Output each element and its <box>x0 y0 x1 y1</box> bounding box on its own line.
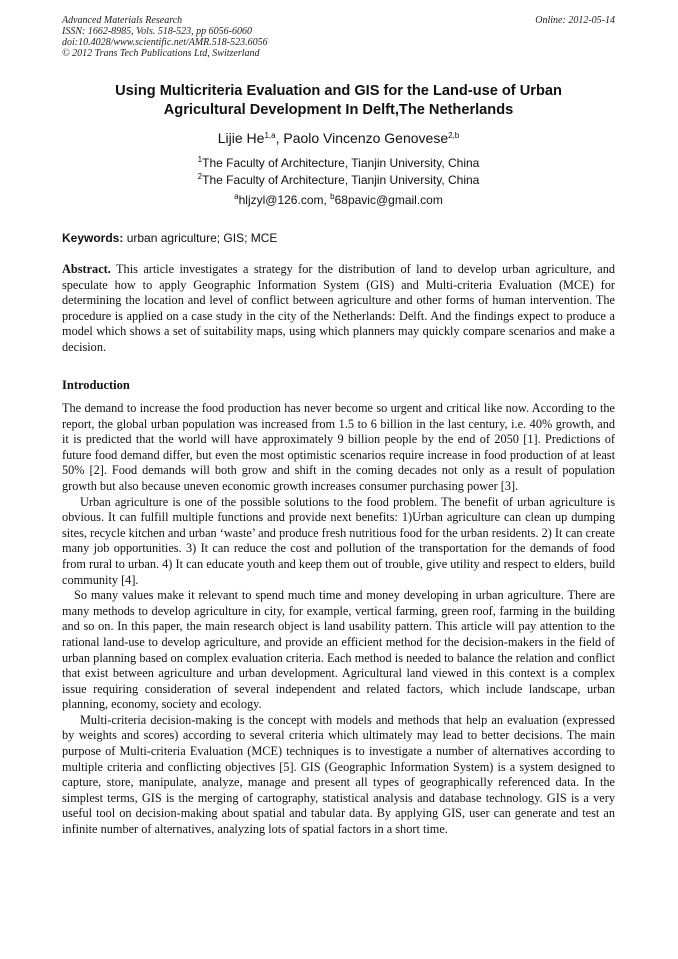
keywords <box>62 231 615 246</box>
intro-paragraph-4: Multi-criteria decision-making is the concept with models and methods that help an evaluation (expressed by weights and scores) according to several criteria which ultimately may lead to better decisions. The main purpose of Multi-criteria Evaluation (MCE) techniques is to investigate a number of alternatives according to multiple criteria and conflicting objectives [5]. GIS (Geographic Information System) is a system designed to capture, store, manipulate, analyze, manage and present all types of geographically referenced data. In the simplest terms, GIS is the merging of cartography, statistical analysis and database technology. GIS is a very useful tool on decision-making about spatial and tabular data. By applying GIS, user can generate and test an infinite number of alternatives, analyzing lots of spatial factors in a short time. <box>62 712 615 837</box>
abstract-text: This article investigates a strategy for the distribution of land to develop urban agriculture, and speculate how to apply Geographic Information System (GIS) and Multi-criteria Evaluation (MCE) for determining the location and level of conflict between agriculture and other forms of human intervention. The procedure is applied on a case study in the city of the Netherlands: Delft. And the findings expect to produce a model which shows a set of suitability maps, using which planners may quickly compare scenarios and make a decision. <box>62 262 615 354</box>
affiliations <box>62 155 615 189</box>
affiliation-2-text: The Faculty of Architecture, Tianjin University, China <box>202 173 480 187</box>
affiliation-1 <box>62 155 615 172</box>
author-1-sup: 1,a <box>264 131 276 140</box>
journal-header <box>62 15 615 59</box>
affiliation-1-text: The Faculty of Architecture, Tianjin University, China <box>202 156 480 170</box>
author-1-name: Lijie He <box>217 130 265 146</box>
email-1: hljzyl@126.com, <box>238 193 331 207</box>
paper-title <box>62 82 615 120</box>
author-2-sup: 2,b <box>448 131 460 140</box>
email-1-sup: a <box>234 192 239 201</box>
copyright-line: © 2012 Trans Tech Publications Ltd, Switzerland <box>62 48 260 59</box>
doi-line: doi:10.4028/www.scientific.net/AMR.518-523.6056 <box>62 37 268 48</box>
affiliation-2-number: 2 <box>197 172 203 181</box>
online-date: Online: 2012-05-14 <box>535 15 615 26</box>
affiliation-2 <box>62 172 615 189</box>
keywords-label: Keywords: <box>62 231 124 245</box>
abstract <box>62 262 615 356</box>
keywords-text: urban agriculture; GIS; MCE <box>123 231 278 245</box>
author-emails <box>62 192 615 208</box>
intro-paragraph-1: The demand to increase the food production has never become so urgent and critical like now. According to the report, the global urban population was increased from 1.5 to 6 billion in the last century, i.e. 40% growth, and it is predicted that the world will have approximately 9 billion people by the end of 2050 [1]. Predictions of future food demand differ, but even the most optimistic scenarios require increase in food production of at least 50% [2]. Food demands will both grow and shift in the coming decades not only as a result of population growth but also because uneven economic growth increases consumer purchasing power [3]. <box>62 401 615 493</box>
authors <box>62 129 615 147</box>
introduction-body <box>62 401 615 838</box>
author-2-name: Paolo Vincenzo Genovese <box>283 130 449 146</box>
intro-paragraph-3: So many values make it relevant to spend much time and money developing in urban agriculture. There are many methods to develop agriculture in city, for example, vertical farming, green roof, farming in the building and so on. In this paper, the main research object is land usability pattern. This article will pay attention to the rational land-use to develop agriculture, and provide an efficient method for the decision-makers in the field of urban planning based on complex evaluation criteria. Each method is needed to balance the relation and conflict that exist between agriculture and urban development. Agricultural land viewed in this context is a complex issue requiring consideration of several independent and related factors, which include landscape, urban planning, economy, society and ecology. <box>62 588 615 712</box>
title-line-1: Using Multicriteria Evaluation and GIS for the Land-use of Urban <box>115 83 562 99</box>
intro-paragraph-2: Urban agriculture is one of the possible solutions to the food problem. The benefit of urban agriculture is obvious. It can fulfill multiple functions and provide next benefits: 1)Urban agriculture can clean up dumping sites, recycle kitchen and urban ‘waste’ and produce fresh nutritious food for the urban residents. 2) It can create many job opportunities. 3) It can reduce the cost and pollution of the transportation for the demands of food from rural to urban. 4) It can educate youth and keep them out of trouble, give utility and respect to elders, build community [4]. <box>62 494 615 587</box>
section-heading-introduction: Introduction <box>62 378 130 392</box>
abstract-label: Abstract. <box>62 262 111 276</box>
journal-name: Advanced Materials Research <box>62 15 183 26</box>
email-2-sup: b <box>330 192 335 201</box>
title-line-2: Agricultural Development In Delft,The Netherlands <box>163 102 514 118</box>
issn-line: ISSN: 1662-8985, Vols. 518-523, pp 6056-6060 <box>62 26 252 37</box>
author-separator: , <box>275 130 284 146</box>
email-2: 68pavic@gmail.com <box>334 193 443 207</box>
affiliation-1-number: 1 <box>197 155 203 164</box>
